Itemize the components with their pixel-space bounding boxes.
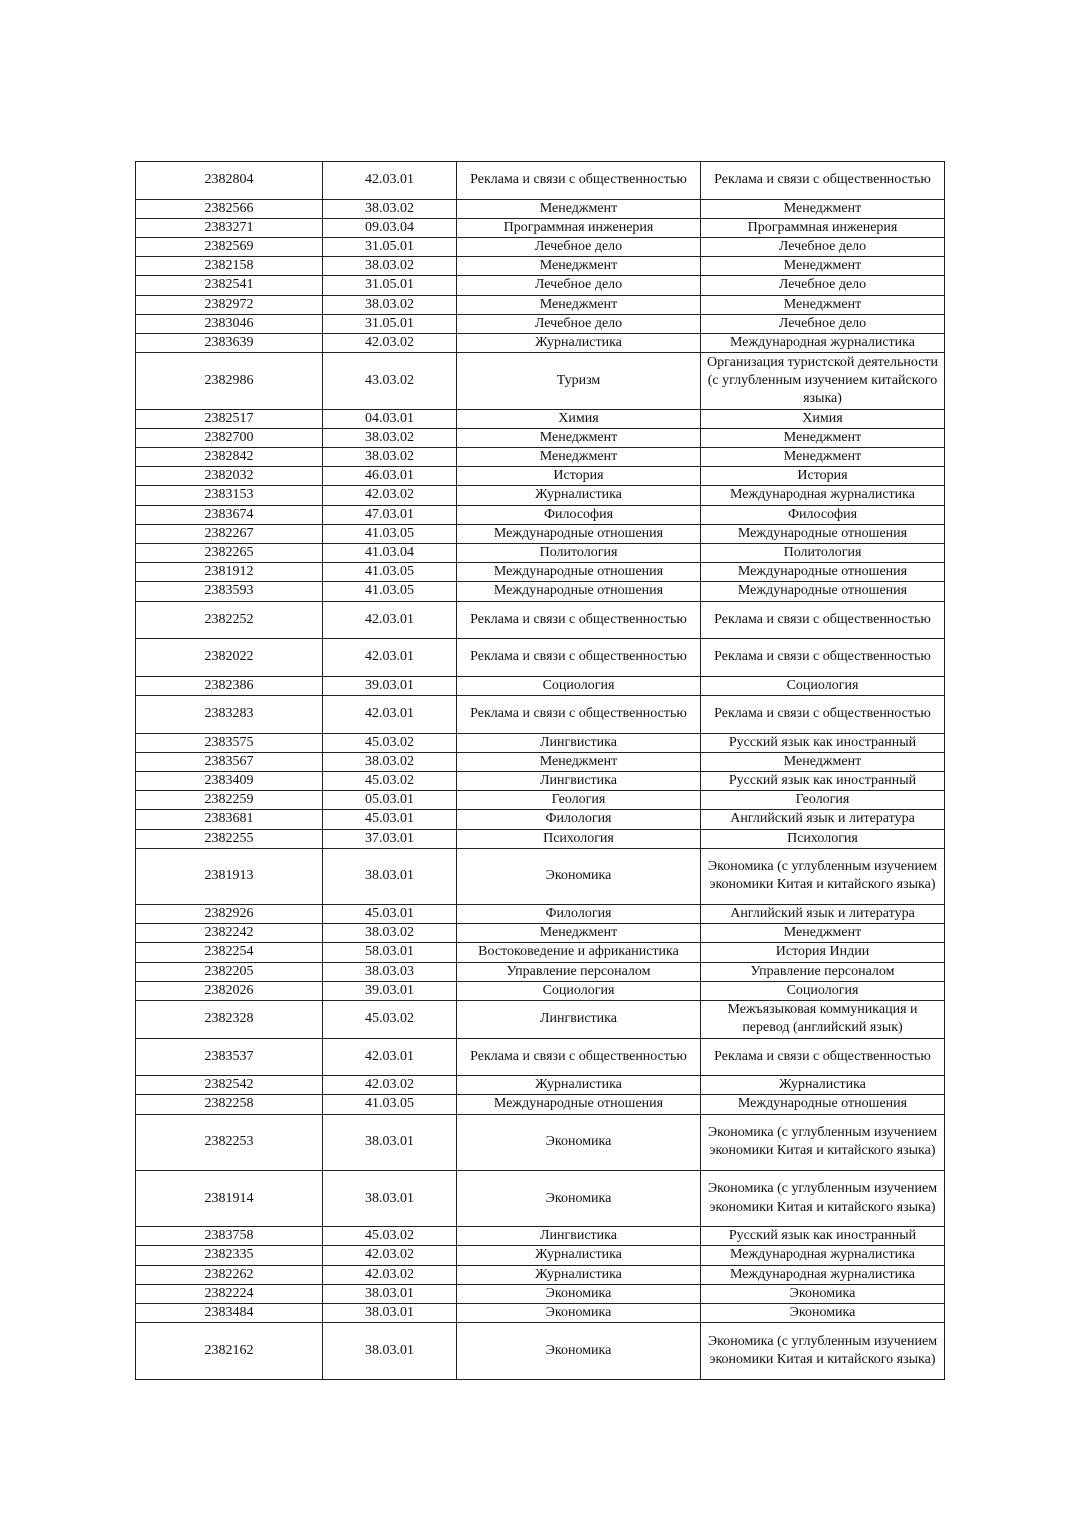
program-name-cell: Реклама и связи с общественностью	[457, 162, 701, 200]
application-number-cell: 2382569	[136, 238, 323, 257]
table-row	[136, 505, 945, 524]
profile-name-cell: Программная инженерия	[701, 218, 945, 237]
application-number-cell: 2382541	[136, 276, 323, 295]
program-code-cell: 42.03.02	[323, 1076, 457, 1095]
table-row	[136, 257, 945, 276]
table-row	[136, 428, 945, 447]
profile-name-cell: Реклама и связи с общественностью	[701, 639, 945, 677]
profile-name-cell: История Индии	[701, 943, 945, 962]
table-row	[136, 752, 945, 771]
table-row	[136, 924, 945, 943]
table-row	[136, 639, 945, 677]
program-name-cell: Социология	[457, 676, 701, 695]
program-code-cell: 42.03.01	[323, 601, 457, 639]
program-name-cell: Менеджмент	[457, 295, 701, 314]
program-name-cell: Журналистика	[457, 1076, 701, 1095]
program-code-cell: 47.03.01	[323, 505, 457, 524]
table-row	[136, 563, 945, 582]
program-name-cell: Лингвистика	[457, 733, 701, 752]
program-code-cell: 38.03.02	[323, 447, 457, 466]
profile-name-cell: Экономика	[701, 1304, 945, 1323]
profile-name-cell: Международная журналистика	[701, 1265, 945, 1284]
application-number-cell: 2382926	[136, 905, 323, 924]
application-number-cell: 2383575	[136, 733, 323, 752]
application-number-cell: 2382242	[136, 924, 323, 943]
program-name-cell: Менеджмент	[457, 199, 701, 218]
table-row	[136, 1114, 945, 1170]
application-number-cell: 2381912	[136, 563, 323, 582]
profile-name-cell: Политология	[701, 543, 945, 562]
program-code-cell: 41.03.05	[323, 524, 457, 543]
program-name-cell: Экономика	[457, 1323, 701, 1379]
profile-name-cell: Лечебное дело	[701, 276, 945, 295]
program-code-cell: 45.03.02	[323, 771, 457, 790]
program-code-cell: 38.03.02	[323, 428, 457, 447]
profile-name-cell: Русский язык как иностранный	[701, 771, 945, 790]
application-number-cell: 2383484	[136, 1304, 323, 1323]
table-row	[136, 1227, 945, 1246]
application-number-cell: 2381914	[136, 1170, 323, 1226]
program-name-cell: Реклама и связи с общественностью	[457, 601, 701, 639]
application-number-cell: 2383046	[136, 314, 323, 333]
program-code-cell: 38.03.02	[323, 752, 457, 771]
application-number-cell: 2383681	[136, 810, 323, 829]
program-code-cell: 37.03.01	[323, 829, 457, 848]
program-code-cell: 42.03.02	[323, 486, 457, 505]
application-number-cell: 2381913	[136, 848, 323, 904]
application-number-cell: 2383537	[136, 1038, 323, 1076]
table-row	[136, 1246, 945, 1265]
table-row	[136, 1284, 945, 1303]
program-code-cell: 38.03.01	[323, 1323, 457, 1379]
application-number-cell: 2382162	[136, 1323, 323, 1379]
applications-table	[135, 161, 945, 1380]
program-code-cell: 42.03.02	[323, 1265, 457, 1284]
program-code-cell: 38.03.02	[323, 924, 457, 943]
profile-name-cell: История	[701, 467, 945, 486]
program-name-cell: Международные отношения	[457, 563, 701, 582]
profile-name-cell: Русский язык как иностранный	[701, 1227, 945, 1246]
program-name-cell: Менеджмент	[457, 924, 701, 943]
program-name-cell: Лингвистика	[457, 771, 701, 790]
table-row	[136, 276, 945, 295]
table-row	[136, 810, 945, 829]
program-name-cell: Экономика	[457, 1170, 701, 1226]
program-name-cell: Менеджмент	[457, 428, 701, 447]
program-name-cell: Менеджмент	[457, 447, 701, 466]
table-row	[136, 1304, 945, 1323]
program-name-cell: Экономика	[457, 1284, 701, 1303]
table-body	[136, 162, 945, 1380]
application-number-cell: 2383674	[136, 505, 323, 524]
program-code-cell: 04.03.01	[323, 409, 457, 428]
program-name-cell: Международные отношения	[457, 1095, 701, 1114]
application-number-cell: 2382265	[136, 543, 323, 562]
application-number-cell: 2382262	[136, 1265, 323, 1284]
profile-name-cell: Химия	[701, 409, 945, 428]
application-number-cell: 2382022	[136, 639, 323, 677]
program-code-cell: 42.03.02	[323, 334, 457, 353]
profile-name-cell: Международная журналистика	[701, 486, 945, 505]
program-code-cell: 31.05.01	[323, 314, 457, 333]
application-number-cell: 2382255	[136, 829, 323, 848]
application-number-cell: 2382267	[136, 524, 323, 543]
application-number-cell: 2382158	[136, 257, 323, 276]
profile-name-cell: Менеджмент	[701, 924, 945, 943]
table-row	[136, 486, 945, 505]
profile-name-cell: Реклама и связи с общественностью	[701, 1038, 945, 1076]
program-code-cell: 38.03.03	[323, 962, 457, 981]
table-row	[136, 1095, 945, 1114]
table-row	[136, 199, 945, 218]
profile-name-cell: Международная журналистика	[701, 1246, 945, 1265]
table-row	[136, 1076, 945, 1095]
table-row	[136, 733, 945, 752]
application-number-cell: 2382254	[136, 943, 323, 962]
program-code-cell: 39.03.01	[323, 676, 457, 695]
program-code-cell: 31.05.01	[323, 238, 457, 257]
program-name-cell: Лингвистика	[457, 1227, 701, 1246]
table-row	[136, 676, 945, 695]
program-code-cell: 41.03.05	[323, 563, 457, 582]
program-name-cell: Программная инженерия	[457, 218, 701, 237]
program-name-cell: История	[457, 467, 701, 486]
table-row	[136, 334, 945, 353]
program-name-cell: Международные отношения	[457, 524, 701, 543]
table-row	[136, 1265, 945, 1284]
profile-name-cell: Лечебное дело	[701, 238, 945, 257]
program-code-cell: 41.03.04	[323, 543, 457, 562]
application-number-cell: 2382205	[136, 962, 323, 981]
application-number-cell: 2383271	[136, 218, 323, 237]
program-code-cell: 38.03.02	[323, 257, 457, 276]
table-row	[136, 962, 945, 981]
program-code-cell: 38.03.02	[323, 199, 457, 218]
application-number-cell: 2382517	[136, 409, 323, 428]
application-number-cell: 2382328	[136, 1001, 323, 1039]
program-name-cell: Экономика	[457, 1114, 701, 1170]
profile-name-cell: Экономика (с углубленным изучением экономики Китая и китайского языка)	[701, 1170, 945, 1226]
program-code-cell: 38.03.01	[323, 1114, 457, 1170]
program-name-cell: Психология	[457, 829, 701, 848]
table-row	[136, 295, 945, 314]
application-number-cell: 2382986	[136, 353, 323, 409]
table-row	[136, 905, 945, 924]
program-name-cell: Химия	[457, 409, 701, 428]
application-number-cell: 2383593	[136, 582, 323, 601]
profile-name-cell: Геология	[701, 791, 945, 810]
application-number-cell: 2382252	[136, 601, 323, 639]
program-code-cell: 38.03.01	[323, 1284, 457, 1303]
profile-name-cell: Менеджмент	[701, 447, 945, 466]
application-number-cell: 2383153	[136, 486, 323, 505]
application-number-cell: 2382804	[136, 162, 323, 200]
program-name-cell: Филология	[457, 810, 701, 829]
program-code-cell: 38.03.02	[323, 295, 457, 314]
table-row	[136, 1323, 945, 1379]
table-row	[136, 162, 945, 200]
program-code-cell: 42.03.01	[323, 162, 457, 200]
program-code-cell: 46.03.01	[323, 467, 457, 486]
program-name-cell: Лечебное дело	[457, 238, 701, 257]
program-name-cell: Журналистика	[457, 334, 701, 353]
program-name-cell: Философия	[457, 505, 701, 524]
table-row	[136, 314, 945, 333]
application-number-cell: 2383639	[136, 334, 323, 353]
program-code-cell: 45.03.01	[323, 905, 457, 924]
program-code-cell: 39.03.01	[323, 981, 457, 1000]
application-number-cell: 2382542	[136, 1076, 323, 1095]
table-row	[136, 524, 945, 543]
profile-name-cell: Философия	[701, 505, 945, 524]
program-name-cell: Политология	[457, 543, 701, 562]
table-row	[136, 848, 945, 904]
profile-name-cell: Менеджмент	[701, 199, 945, 218]
table-row	[136, 1001, 945, 1039]
profile-name-cell: Экономика (с углубленным изучением экономики Китая и китайского языка)	[701, 1114, 945, 1170]
program-code-cell: 42.03.01	[323, 1038, 457, 1076]
program-code-cell: 09.03.04	[323, 218, 457, 237]
table-row	[136, 1170, 945, 1226]
program-name-cell: Лечебное дело	[457, 276, 701, 295]
application-number-cell: 2382700	[136, 428, 323, 447]
profile-name-cell: Экономика (с углубленным изучением экономики Китая и китайского языка)	[701, 848, 945, 904]
program-name-cell: Журналистика	[457, 1265, 701, 1284]
program-code-cell: 31.05.01	[323, 276, 457, 295]
program-name-cell: Лечебное дело	[457, 314, 701, 333]
profile-name-cell: Международные отношения	[701, 563, 945, 582]
program-code-cell: 38.03.01	[323, 1304, 457, 1323]
application-number-cell: 2383409	[136, 771, 323, 790]
table-row	[136, 829, 945, 848]
profile-name-cell: Экономика	[701, 1284, 945, 1303]
table-row	[136, 943, 945, 962]
application-number-cell: 2383758	[136, 1227, 323, 1246]
profile-name-cell: Русский язык как иностранный	[701, 733, 945, 752]
program-name-cell: Геология	[457, 791, 701, 810]
profile-name-cell: Менеджмент	[701, 752, 945, 771]
program-name-cell: Реклама и связи с общественностью	[457, 639, 701, 677]
profile-name-cell: Международные отношения	[701, 1095, 945, 1114]
table-row	[136, 543, 945, 562]
application-number-cell: 2382032	[136, 467, 323, 486]
profile-name-cell: Реклама и связи с общественностью	[701, 695, 945, 733]
program-name-cell: Филология	[457, 905, 701, 924]
program-code-cell: 45.03.02	[323, 733, 457, 752]
program-code-cell: 45.03.01	[323, 810, 457, 829]
profile-name-cell: Социология	[701, 676, 945, 695]
program-name-cell: Экономика	[457, 848, 701, 904]
program-name-cell: Лингвистика	[457, 1001, 701, 1039]
table-row	[136, 353, 945, 409]
profile-name-cell: Менеджмент	[701, 295, 945, 314]
profile-name-cell: Международная журналистика	[701, 334, 945, 353]
program-name-cell: Туризм	[457, 353, 701, 409]
profile-name-cell: Реклама и связи с общественностью	[701, 162, 945, 200]
application-number-cell: 2382566	[136, 199, 323, 218]
program-code-cell: 42.03.01	[323, 639, 457, 677]
profile-name-cell: Английский язык и литература	[701, 905, 945, 924]
program-name-cell: Журналистика	[457, 486, 701, 505]
program-code-cell: 45.03.02	[323, 1001, 457, 1039]
program-code-cell: 58.03.01	[323, 943, 457, 962]
profile-name-cell: Психология	[701, 829, 945, 848]
program-code-cell: 43.03.02	[323, 353, 457, 409]
profile-name-cell: Социология	[701, 981, 945, 1000]
program-name-cell: Менеджмент	[457, 257, 701, 276]
application-number-cell: 2383283	[136, 695, 323, 733]
table-row	[136, 695, 945, 733]
table-row	[136, 771, 945, 790]
program-name-cell: Экономика	[457, 1304, 701, 1323]
application-number-cell: 2382258	[136, 1095, 323, 1114]
table-row	[136, 981, 945, 1000]
profile-name-cell: Лечебное дело	[701, 314, 945, 333]
program-code-cell: 41.03.05	[323, 582, 457, 601]
profile-name-cell: Организация туристской деятельности (с углубленным изучением китайского языка)	[701, 353, 945, 409]
profile-name-cell: Менеджмент	[701, 428, 945, 447]
program-name-cell: Управление персоналом	[457, 962, 701, 981]
profile-name-cell: Межъязыковая коммуникация и перевод (английский язык)	[701, 1001, 945, 1039]
program-name-cell: Востоковедение и африканистика	[457, 943, 701, 962]
profile-name-cell: Международные отношения	[701, 524, 945, 543]
profile-name-cell: Менеджмент	[701, 257, 945, 276]
application-number-cell: 2382335	[136, 1246, 323, 1265]
program-code-cell: 05.03.01	[323, 791, 457, 810]
table-row	[136, 582, 945, 601]
program-code-cell: 41.03.05	[323, 1095, 457, 1114]
program-code-cell: 45.03.02	[323, 1227, 457, 1246]
table-row	[136, 238, 945, 257]
profile-name-cell: Международные отношения	[701, 582, 945, 601]
application-number-cell: 2382386	[136, 676, 323, 695]
table-row	[136, 447, 945, 466]
application-number-cell: 2383567	[136, 752, 323, 771]
table-row	[136, 601, 945, 639]
table-row	[136, 218, 945, 237]
program-name-cell: Журналистика	[457, 1246, 701, 1265]
profile-name-cell: Журналистика	[701, 1076, 945, 1095]
program-code-cell: 38.03.01	[323, 848, 457, 904]
profile-name-cell: Английский язык и литература	[701, 810, 945, 829]
program-name-cell: Менеджмент	[457, 752, 701, 771]
application-number-cell: 2382026	[136, 981, 323, 1000]
profile-name-cell: Управление персоналом	[701, 962, 945, 981]
application-number-cell: 2382972	[136, 295, 323, 314]
program-name-cell: Международные отношения	[457, 582, 701, 601]
program-name-cell: Реклама и связи с общественностью	[457, 695, 701, 733]
program-name-cell: Социология	[457, 981, 701, 1000]
program-name-cell: Реклама и связи с общественностью	[457, 1038, 701, 1076]
application-number-cell: 2382842	[136, 447, 323, 466]
program-code-cell: 38.03.01	[323, 1170, 457, 1226]
application-number-cell: 2382224	[136, 1284, 323, 1303]
program-code-cell: 42.03.02	[323, 1246, 457, 1265]
table-row	[136, 1038, 945, 1076]
table-row	[136, 467, 945, 486]
table-row	[136, 409, 945, 428]
profile-name-cell: Экономика (с углубленным изучением экономики Китая и китайского языка)	[701, 1323, 945, 1379]
table-row	[136, 791, 945, 810]
application-number-cell: 2382253	[136, 1114, 323, 1170]
profile-name-cell: Реклама и связи с общественностью	[701, 601, 945, 639]
program-code-cell: 42.03.01	[323, 695, 457, 733]
application-number-cell: 2382259	[136, 791, 323, 810]
